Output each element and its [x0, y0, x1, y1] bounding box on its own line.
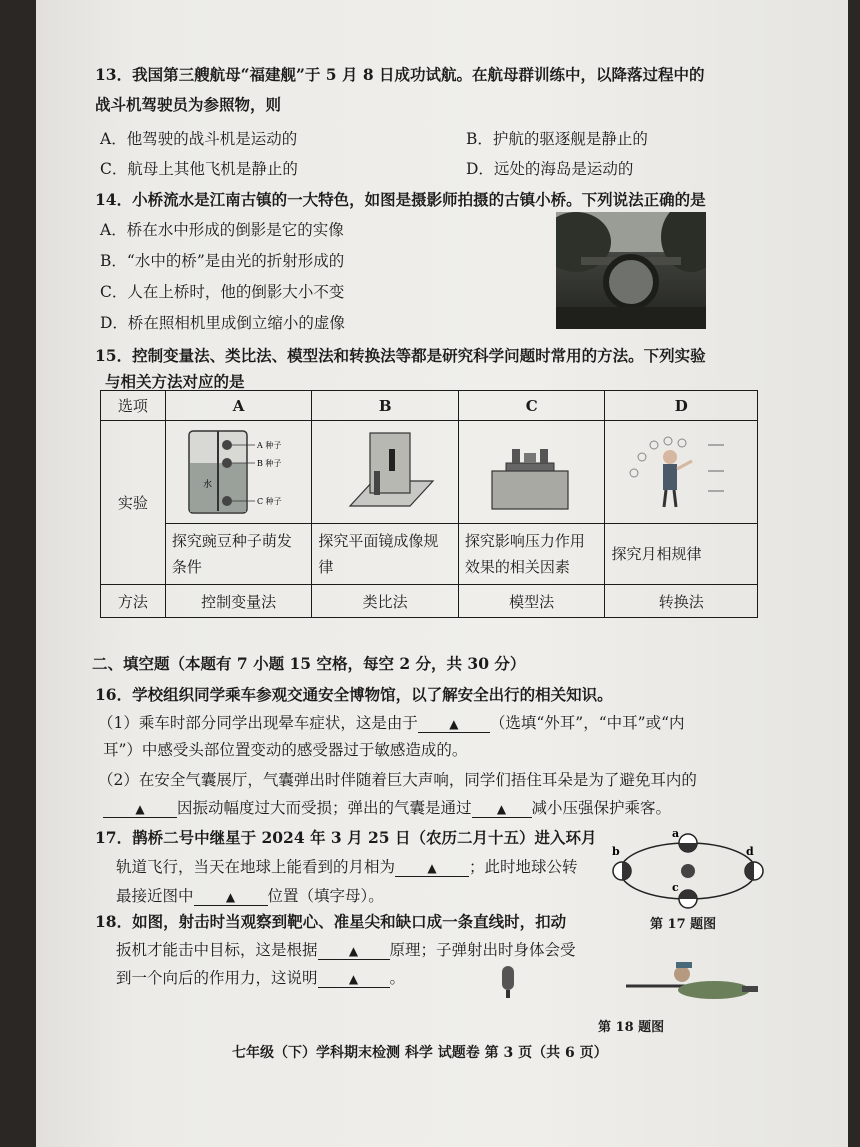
experiment-c: 探究影响压力作用效果的相关因素	[458, 524, 605, 585]
table-image-row	[101, 421, 758, 524]
q14-option-b: B．“水中的桥”是由光的折射形成的	[100, 252, 345, 270]
seed-a-label: A 种子	[256, 441, 281, 450]
page-footer: 七年级（下）学科期末检测 科学 试题卷 第 3 页（共 6 页）	[232, 1045, 608, 1061]
water-label: 水	[202, 480, 212, 490]
q16-part2-line2: ▲ 因振动幅度过大而受损；弹出的气囊是通过 ▲ 减小压强保护乘客。	[103, 796, 671, 818]
col-a: A	[165, 391, 312, 421]
seed-b-label: B 种子	[256, 459, 282, 468]
col-label: 选项	[101, 391, 166, 421]
methods-table	[100, 390, 758, 618]
q13-option-a: A．他驾驶的战斗机是运动的	[100, 130, 298, 148]
exp-label: 实验	[101, 421, 166, 585]
q16-stem: 16．学校组织同学乘车参观交通安全博物馆，以了解安全出行的相关知识。	[95, 685, 613, 704]
q13-option-c: C．航母上其他飞机是静止的	[100, 160, 298, 178]
q15-stem-line2: 与相关方法对应的是	[105, 372, 245, 391]
answer-blank-16-1[interactable]: ▲	[418, 714, 490, 733]
table-header-row	[101, 391, 758, 421]
beaker-icon	[169, 421, 309, 519]
q18-line3: 到一个向后的作用力，这说明 ▲ 。	[116, 969, 406, 987]
method-a: 控制变量法	[165, 585, 312, 618]
col-d: D	[605, 391, 758, 421]
shooting-diagram	[492, 960, 762, 1010]
q16-part1-line2: 耳”）中感受头部位置变动的感受器过于敏感造成的。	[103, 741, 468, 759]
q13-stem-line2: 战斗机驾驶员为参照物，则	[95, 95, 282, 114]
earth-orbit-diagram	[608, 825, 768, 915]
q14-stem: 14．小桥流水是江南古镇的一大特色，如图是摄影师拍摄的古镇小桥。下列说法正确的是	[95, 190, 706, 209]
answer-blank-17-1[interactable]: ▲	[395, 858, 469, 877]
plane-mirror-figure	[312, 421, 459, 524]
q13-stem-line1: 13．我国第三艘航母“福建舰”于 5 月 8 日成功试航。在航母群训练中，以降落过程中的	[95, 65, 705, 84]
experiment-b: 探究平面镜成像规律	[312, 524, 459, 585]
seed-beaker-figure	[165, 421, 312, 524]
col-b: B	[312, 391, 459, 421]
answer-blank-18-2[interactable]: ▲	[318, 969, 390, 988]
section-2-heading: 二、填空题（本题有 7 小题 15 空格，每空 2 分，共 30 分）	[92, 654, 526, 673]
q14-option-a: A．桥在水中形成的倒影是它的实像	[100, 221, 344, 239]
answer-blank-16-2[interactable]: ▲	[103, 799, 177, 818]
method-label: 方法	[101, 585, 166, 618]
experiment-d: 探究月相规律	[605, 524, 758, 585]
q13-option-d: D．远处的海岛是运动的	[466, 160, 634, 178]
seed-c-label: C 种子	[256, 497, 282, 506]
moon-phase-figure	[605, 421, 758, 524]
moon-phase-icon	[608, 421, 754, 519]
q14-option-c: C．人在上桥时，他的倒影大小不变	[100, 283, 345, 301]
orbit-label-a: a	[672, 827, 680, 840]
method-b: 类比法	[312, 585, 459, 618]
orbit-label-c: c	[672, 881, 679, 894]
plane-mirror-icon	[315, 421, 455, 519]
col-c: C	[458, 391, 605, 421]
method-c: 模型法	[458, 585, 605, 618]
method-d: 转换法	[605, 585, 758, 618]
q17-line3: 最接近图中 ▲ 位置（填字母）。	[116, 887, 384, 905]
q15-stem-line1: 15．控制变量法、类比法、模型法和转换法等都是研究科学问题时常用的方法。下列实验	[95, 346, 706, 365]
orbit-label-d: d	[746, 845, 754, 858]
q16-part1-line1: （1）乘车时部分同学出现晕车症状，这是由于 ▲ （选填“外耳”，“中耳”或“内	[98, 714, 685, 732]
figure-18-caption: 第 18 题图	[598, 1020, 665, 1035]
orbit-label-b: b	[612, 845, 620, 858]
q13-option-b: B．护航的驱逐舰是静止的	[466, 130, 648, 148]
q17-line1: 17．鹊桥二号中继星于 2024 年 3 月 25 日（农历二月十五）进入环月	[95, 828, 597, 847]
q18-line1: 18．如图，射击时当观察到靶心、准星尖和缺口成一条直线时，扣动	[95, 912, 567, 931]
experiment-a: 探究豌豆种子萌发条件	[165, 524, 312, 585]
answer-blank-18-1[interactable]: ▲	[318, 941, 390, 960]
bridge-photo	[556, 212, 706, 329]
figure-17-caption: 第 17 题图	[650, 917, 717, 932]
q17-line2: 轨道飞行，当天在地球上能看到的月相为 ▲ ；此时地球公转	[116, 858, 578, 876]
q16-part2-line1: （2）在安全气囊展厅，气囊弹出时伴随着巨大声响，同学们捂住耳朵是为了避免耳内的	[98, 771, 697, 789]
answer-blank-17-2[interactable]: ▲	[194, 887, 268, 906]
q14-option-d: D．桥在照相机里成倒立缩小的虚像	[100, 314, 345, 332]
answer-blank-16-3[interactable]: ▲	[472, 799, 532, 818]
table-experiment-row	[101, 524, 758, 585]
table-method-row	[101, 585, 758, 618]
q18-line2: 扳机才能击中目标，这是根据 ▲ 原理；子弹射出时身体会受	[116, 941, 576, 959]
pressure-icon	[462, 421, 602, 519]
pressure-figure	[458, 421, 605, 524]
